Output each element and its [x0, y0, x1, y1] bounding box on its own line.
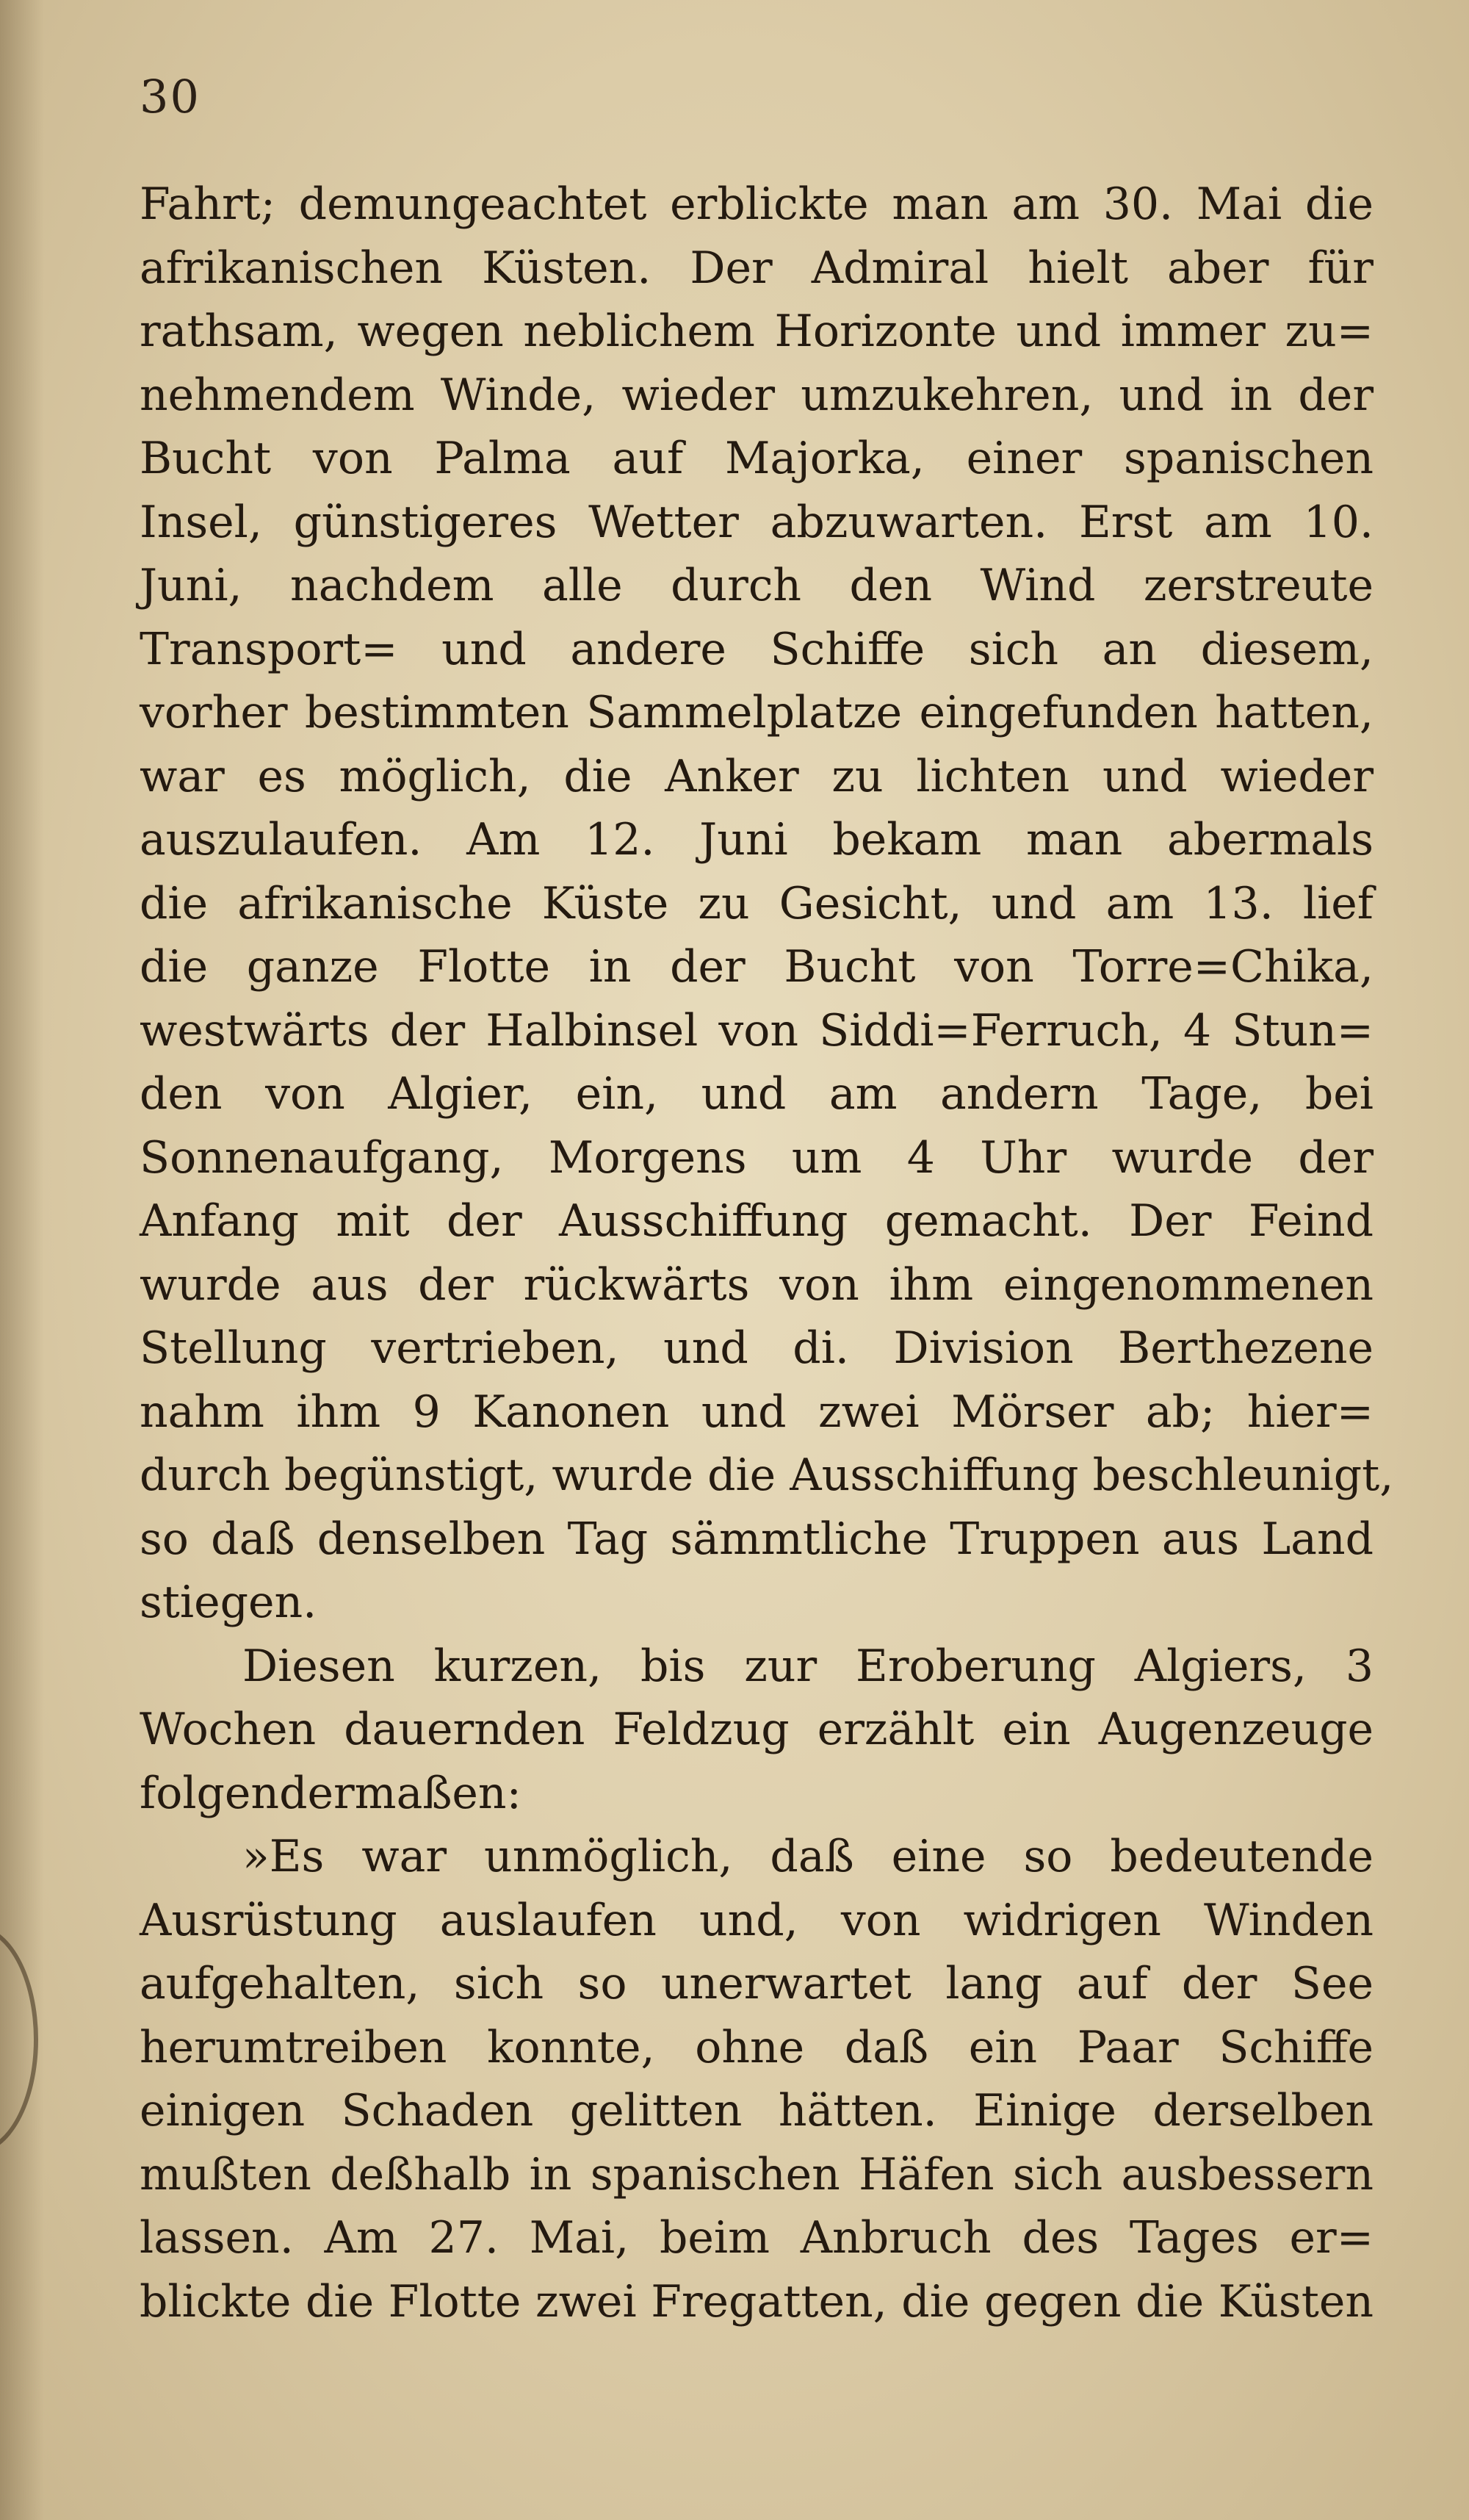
- text-line: mußten deßhalb in spanischen Häfen sich ausbessern: [140, 2148, 1374, 2200]
- text-line: Stellung vertrieben, und di. Division Berthezene: [140, 1322, 1374, 1374]
- text-line: Transport= und andere Schiffe sich an diesem,: [140, 623, 1374, 675]
- binding-shadow: [0, 0, 44, 2520]
- text-line: durch begünstigt, wurde die Ausschiffung beschleunigt,: [140, 1450, 1394, 1501]
- text-line: aufgehalten, sich so unerwartet lang auf der See: [140, 1958, 1374, 2009]
- text-line: den von Algier, ein, und am andern Tage, bei: [140, 1068, 1374, 1120]
- text-line: die afrikanische Küste zu Gesicht, und am 13. lief: [140, 877, 1374, 929]
- text-line: nahm ihm 9 Kanonen und zwei Mörser ab; hier=: [140, 1386, 1374, 1438]
- text-line: Ausrüstung auslaufen und, von widrigen Winden: [140, 1894, 1374, 1946]
- text-line: Fahrt; demungeachtet erblickte man am 30. Mai die: [140, 179, 1374, 230]
- text-line: Wochen dauernden Feldzug erzählt ein Augenzeuge: [140, 1704, 1374, 1755]
- text-line: die ganze Flotte in der Bucht von Torre=Chika,: [140, 941, 1374, 993]
- text-line: westwärts der Halbinsel von Siddi=Ferruch, 4 Stun=: [140, 1004, 1374, 1056]
- text-line: »Es war unmöglich, daß eine so bedeutende: [242, 1831, 1374, 1882]
- text-line: folgendermaßen:: [140, 1767, 521, 1819]
- text-line: Sonnenaufgang, Morgens um 4 Uhr wurde der: [140, 1131, 1374, 1184]
- page-number: 30: [140, 70, 201, 123]
- text-line: so daß denselben Tag sämmtliche Truppen aus Land: [140, 1513, 1374, 1565]
- text-line: afrikanischen Küsten. Der Admiral hielt aber für: [140, 242, 1374, 294]
- body-text: [140, 173, 1394, 2333]
- text-line: stiegen.: [140, 1577, 317, 1628]
- text-line: blickte die Flotte zwei Fregatten, die gegen die Küsten: [140, 2275, 1374, 2328]
- text-line: herumtreiben konnte, ohne daß ein Paar Schiffe: [140, 2021, 1374, 2073]
- text-line: auszulaufen. Am 12. Juni bekam man abermals: [140, 814, 1374, 865]
- text-line: war es möglich, die Anker zu lichten und wieder: [140, 750, 1374, 802]
- text-line: Anfang mit der Ausschiffung gemacht. Der Feind: [140, 1195, 1374, 1247]
- text-line: Diesen kurzen, bis zur Eroberung Algiers, 3: [242, 1640, 1374, 1692]
- text-line: rathsam, wegen neblichem Horizonte und immer zu=: [140, 306, 1374, 357]
- text-line: Bucht von Palma auf Majorka, einer spanischen: [140, 433, 1374, 484]
- text-line: lassen. Am 27. Mai, beim Anbruch des Tages er=: [140, 2212, 1374, 2264]
- text-line: Juni, nachdem alle durch den Wind zerstreute: [140, 560, 1374, 611]
- text-line: einigen Schaden gelitten hätten. Einige derselben: [140, 2085, 1374, 2136]
- text-line: vorher bestimmten Sammelplatze eingefunden hatten,: [140, 687, 1374, 738]
- text-line: nehmendem Winde, wieder umzukehren, und in der: [140, 369, 1374, 421]
- text-line: wurde aus der rückwärts von ihm eingenommenen: [140, 1259, 1374, 1311]
- text-line: Insel, günstigeres Wetter abzuwarten. Erst am 10.: [140, 496, 1374, 548]
